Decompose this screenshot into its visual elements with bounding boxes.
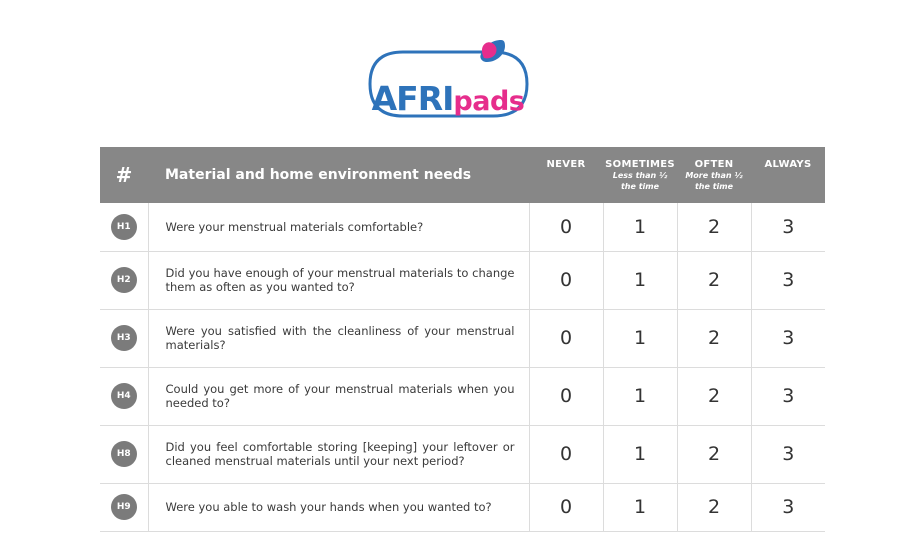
survey-table: [100, 147, 825, 532]
option-label: OFTEN: [694, 159, 734, 170]
question-id-badge: H8: [111, 441, 137, 467]
question-text: Could you get more of your menstrual materials when you needed to?: [148, 367, 529, 425]
option-sublabel: the time: [620, 182, 660, 191]
question-text: Did you have enough of your menstrual materials to change them as often as you wanted to?: [148, 251, 529, 309]
option-sublabel: Less than ½: [612, 171, 668, 180]
score-option-sometimes[interactable]: 1: [603, 425, 677, 483]
table-row: [100, 483, 825, 531]
score-option-never[interactable]: 0: [529, 309, 603, 367]
option-sublabel: the time: [694, 182, 734, 191]
heart-icon: [480, 40, 505, 62]
table-row: [100, 203, 825, 251]
score-option-always[interactable]: 3: [751, 203, 825, 251]
row-id-cell: [100, 483, 148, 531]
score-option-often[interactable]: 2: [677, 425, 751, 483]
afripads-logo: [367, 36, 533, 120]
option-sublabel: More than ½: [685, 171, 743, 180]
score-option-sometimes[interactable]: 1: [603, 309, 677, 367]
option-header-sometimes: [603, 147, 677, 203]
score-option-never[interactable]: 0: [529, 483, 603, 531]
row-id-cell: [100, 367, 148, 425]
option-label: SOMETIMES: [605, 159, 675, 170]
score-option-often[interactable]: 2: [677, 309, 751, 367]
section-title: Material and home environment needs: [165, 167, 472, 183]
question-text: Were your menstrual materials comfortable?: [148, 203, 529, 251]
question-text: Were you satisfied with the cleanliness of your menstrual materials?: [148, 309, 529, 367]
score-option-sometimes[interactable]: 1: [603, 251, 677, 309]
score-option-often[interactable]: 2: [677, 483, 751, 531]
table-row: [100, 309, 825, 367]
question-id-badge: H1: [111, 214, 137, 240]
score-option-often[interactable]: 2: [677, 251, 751, 309]
option-header-never: [529, 147, 603, 203]
option-label: ALWAYS: [764, 159, 812, 170]
option-header-often: [677, 147, 751, 203]
logo-text-pads: pads: [453, 86, 525, 117]
score-option-always[interactable]: 3: [751, 309, 825, 367]
score-option-always[interactable]: 3: [751, 425, 825, 483]
table-header-row: [100, 147, 825, 203]
row-id-cell: [100, 203, 148, 251]
score-option-sometimes[interactable]: 1: [603, 203, 677, 251]
score-option-never[interactable]: 0: [529, 367, 603, 425]
table-row: [100, 367, 825, 425]
score-option-often[interactable]: 2: [677, 367, 751, 425]
question-text: Did you feel comfortable storing [keeping] your leftover or cleaned menstrual materials until your next period?: [148, 425, 529, 483]
question-id-badge: H4: [111, 383, 137, 409]
score-option-never[interactable]: 0: [529, 203, 603, 251]
index-header: #: [115, 163, 133, 187]
score-option-often[interactable]: 2: [677, 203, 751, 251]
question-id-badge: H3: [111, 325, 137, 351]
score-option-sometimes[interactable]: 1: [603, 483, 677, 531]
row-id-cell: [100, 251, 148, 309]
score-option-always[interactable]: 3: [751, 251, 825, 309]
logo-wordmark: [367, 79, 529, 118]
option-header-always: [751, 147, 825, 203]
logo-text-afri: AFRI: [371, 79, 454, 118]
option-label: NEVER: [546, 159, 586, 170]
row-id-cell: [100, 425, 148, 483]
score-option-never[interactable]: 0: [529, 425, 603, 483]
question-id-badge: H9: [111, 494, 137, 520]
score-option-never[interactable]: 0: [529, 251, 603, 309]
question-text: Were you able to wash your hands when you wanted to?: [148, 483, 529, 531]
row-id-cell: [100, 309, 148, 367]
table-row: [100, 251, 825, 309]
score-option-always[interactable]: 3: [751, 367, 825, 425]
score-option-always[interactable]: 3: [751, 483, 825, 531]
table-row: [100, 425, 825, 483]
score-option-sometimes[interactable]: 1: [603, 367, 677, 425]
question-id-badge: H2: [111, 267, 137, 293]
